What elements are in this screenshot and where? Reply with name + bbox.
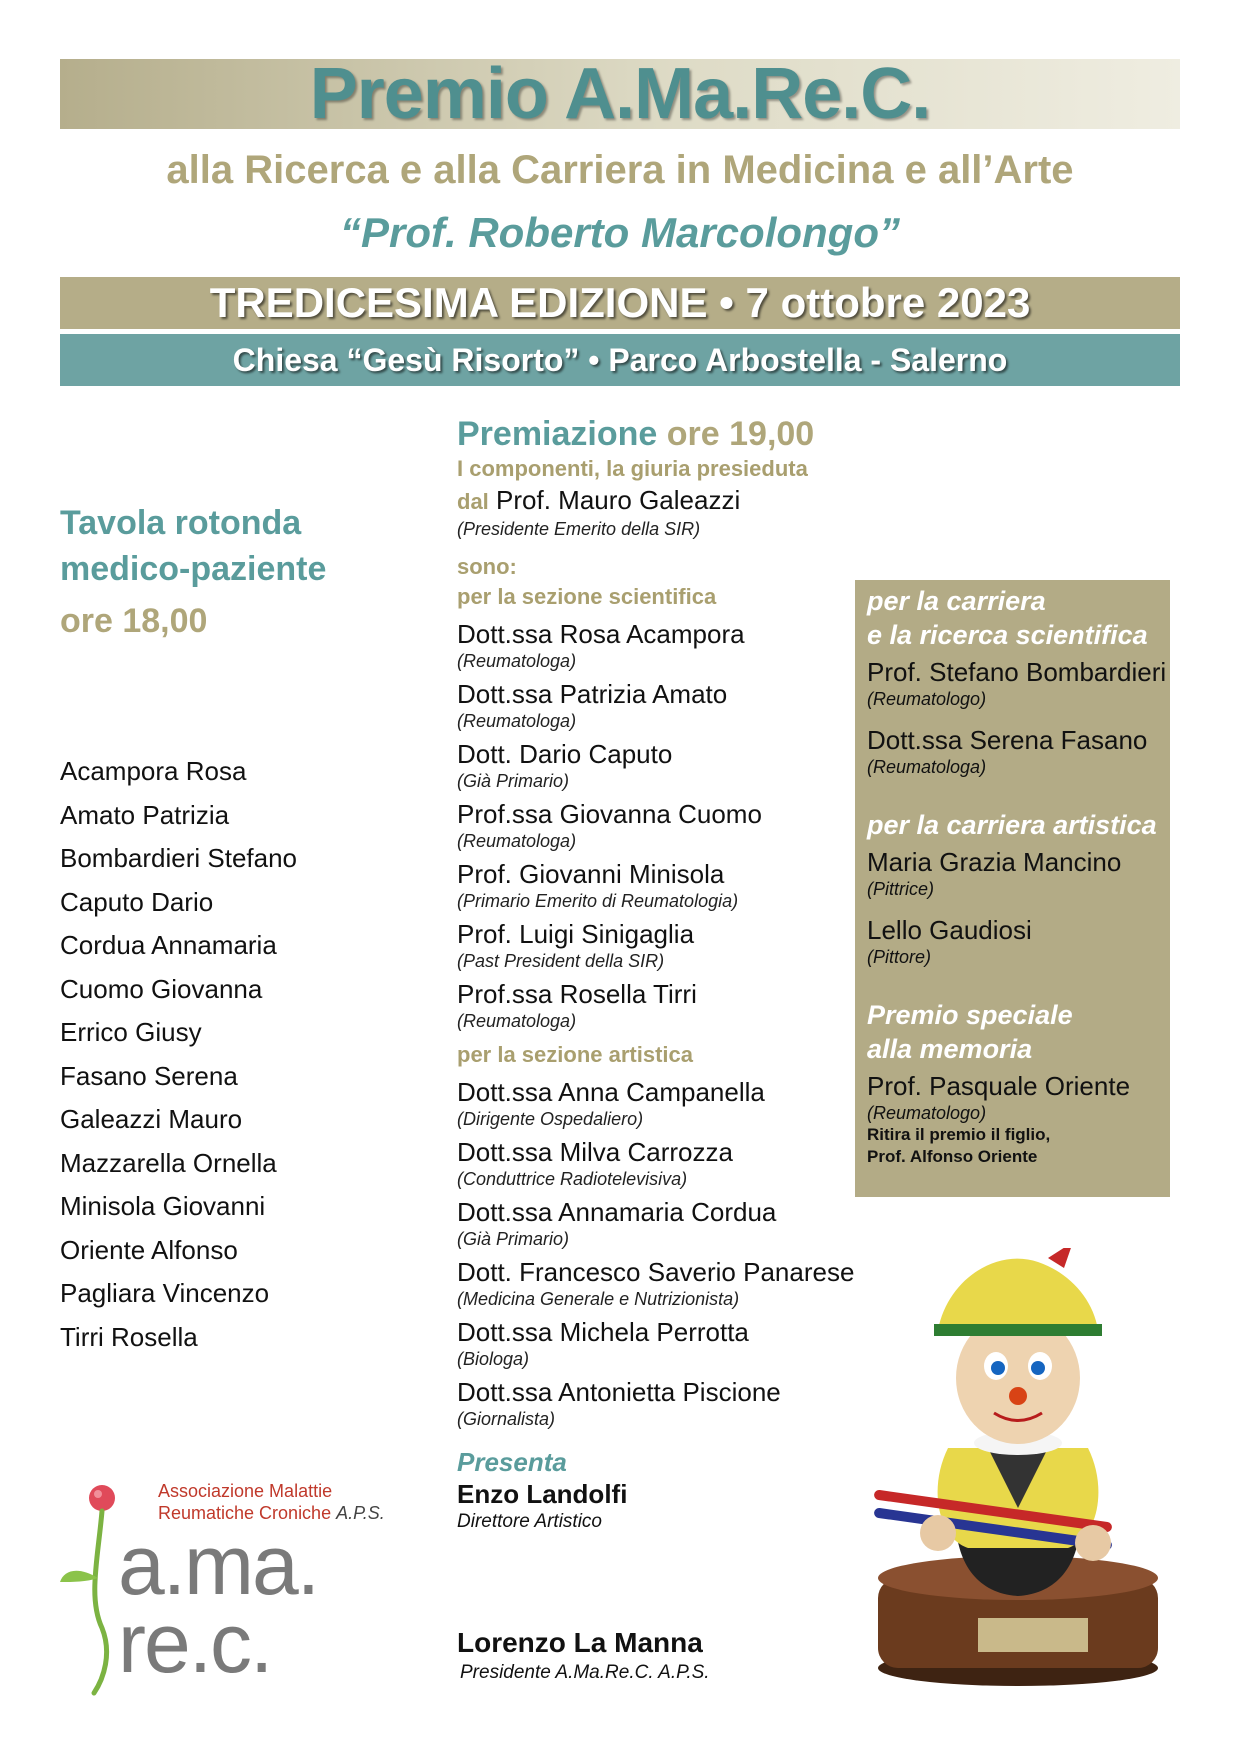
president-name: Prof. Mauro Galeazzi: [496, 485, 741, 515]
jury-member-name: Prof. Giovanni Minisola: [457, 859, 725, 889]
awardee: [867, 846, 1167, 900]
participant: Oriente Alfonso: [60, 1234, 238, 1265]
jury-member: [457, 1256, 897, 1310]
jury-member-name: Dott.ssa Anna Campanella: [457, 1077, 765, 1107]
career-research-title-2: e la ricerca scientifica: [867, 620, 1148, 650]
jury-member-role: (Reumatologa): [457, 1011, 577, 1031]
jury-member-role: (Past President della SIR): [457, 951, 665, 971]
jury-member: [457, 918, 897, 972]
awardee-name: Prof. Stefano Bombardieri: [867, 657, 1167, 687]
jury-member-role: (Già Primario): [457, 771, 570, 791]
logo-assoc-suffix: A.P.S.: [336, 1503, 385, 1523]
jury-member: [457, 978, 897, 1032]
jury-member: [457, 618, 897, 672]
section-scientific-title: per la sezione scientifica: [457, 584, 717, 609]
jury-member: [457, 798, 897, 852]
jury-member-name: Prof.ssa Giovanna Cuomo: [457, 799, 762, 829]
jury-member-name: Dott. Dario Caputo: [457, 739, 673, 769]
jury-president: [457, 484, 897, 518]
dedication: “Prof. Roberto Marcolongo”: [340, 209, 900, 256]
career-research-title: per la carriera: [867, 586, 1046, 616]
special-note: Ritira il premio il figlio,: [867, 1125, 1051, 1144]
awardee-role: (Reumatologa): [867, 757, 987, 777]
participant: Tirri Rosella: [60, 1321, 198, 1352]
awardee-role: (Pittrice): [867, 879, 934, 899]
jury-member-role: (Dirigente Ospedaliero): [457, 1109, 644, 1129]
awardee-name: Maria Grazia Mancino: [867, 847, 1122, 877]
jury-member: [457, 1316, 897, 1370]
jury-member-role: (Reumatologa): [457, 651, 577, 671]
awardee-name: Lello Gaudiosi: [867, 915, 1032, 945]
participant: Pagliara Vincenzo: [60, 1278, 270, 1308]
award-ceremony-time: ore 19,00: [666, 415, 815, 453]
jury-member-name: Prof.ssa Rosella Tirri: [457, 979, 697, 1009]
presenter-label: Presenta: [457, 1447, 567, 1477]
jury-member-name: Dott.ssa Rosa Acampora: [457, 619, 745, 649]
section-artistic-title: per la sezione artistica: [457, 1042, 693, 1067]
jury-intro: I componenti, la giuria presieduta: [457, 456, 808, 481]
awardee: [867, 914, 1167, 968]
presenter-role: Direttore Artistico: [457, 1511, 602, 1532]
logo-brand-text: [118, 1518, 319, 1690]
jury-member-role: (Reumatologa): [457, 831, 577, 851]
participant: Mazzarella Ornella: [60, 1147, 277, 1178]
participant: Amato Patrizia: [60, 799, 230, 830]
jury-member-name: Dott.ssa Patrizia Amato: [457, 679, 728, 709]
jury-member-name: Dott.ssa Annamaria Cordua: [457, 1197, 777, 1227]
edition-text: TREDICESIMA EDIZIONE • 7 ottobre 2023: [209, 279, 1031, 326]
awardee-role: (Reumatologo): [867, 689, 987, 709]
logo-assoc-line2: Reumatiche Croniche A.P.S.: [158, 1503, 385, 1523]
special-award-title-2: alla memoria: [867, 1034, 1033, 1064]
jury-member: [457, 1376, 897, 1430]
jury-member: [457, 1076, 897, 1130]
jury-member: [457, 1196, 897, 1250]
participant: Caputo Dario: [60, 886, 214, 917]
jury-member-role: (Biologa): [457, 1349, 530, 1369]
jury-member: [457, 678, 897, 732]
participant: Galeazzi Mauro: [60, 1104, 243, 1134]
special-award-title: Premio speciale: [867, 1000, 1073, 1030]
participant: Acampora Rosa: [60, 756, 247, 786]
participant: Minisola Giovanni: [60, 1191, 266, 1221]
participant: Cordua Annamaria: [60, 930, 277, 960]
awardee-role: (Pittore): [867, 947, 932, 967]
jury-member: [457, 738, 897, 792]
awardee-name: Prof. Pasquale Oriente: [867, 1071, 1131, 1101]
awardee-name: Dott.ssa Serena Fasano: [867, 725, 1148, 755]
award-ceremony-title: Premiazione: [457, 415, 658, 453]
jury-member: [457, 858, 897, 912]
jury-member-name: Dott. Francesco Saverio Panarese: [457, 1257, 855, 1287]
participant: Bombardieri Stefano: [60, 843, 298, 873]
jury-member-name: Prof. Luigi Sinigaglia: [457, 919, 695, 949]
jury-member-role: (Medicina Generale e Nutrizionista): [457, 1289, 740, 1309]
jury-member-role: (Già Primario): [457, 1229, 570, 1249]
jury-column: [457, 414, 897, 1534]
president-role: (Presidente Emerito della SIR): [457, 519, 701, 539]
sono-label: sono:: [457, 554, 517, 579]
pinocchio-trophy-image: [868, 1248, 1168, 1688]
award-ceremony-heading: [457, 414, 897, 454]
flower-icon: [89, 1485, 115, 1511]
venue-text: Chiesa “Gesù Risorto” • Parco Arbostella - Salerno: [232, 342, 1008, 378]
career-art-title: per la carriera artistica: [867, 810, 1157, 840]
association-president-name: Lorenzo La Manna: [457, 1627, 703, 1658]
awardee: [867, 1070, 1167, 1168]
participant: Fasano Serena: [60, 1060, 238, 1091]
logo-brand-line1: a.ma.: [118, 1518, 319, 1612]
logo-assoc-line1: Associazione Malattie: [158, 1481, 333, 1501]
jury-member-role: (Conduttrice Radiotelevisiva): [457, 1169, 688, 1189]
round-table-title: Tavola rotonda medico-paziente: [60, 504, 327, 588]
page-title: Premio A.Ma.Re.C.: [309, 54, 931, 134]
awardee: [867, 656, 1167, 710]
page-subtitle: alla Ricerca e alla Carriera in Medicina e all’Arte: [166, 148, 1074, 192]
participant: Errico Giusy: [60, 1017, 202, 1047]
awards-list: [867, 584, 1167, 1168]
awardee: [867, 724, 1167, 778]
leaf-icon: [60, 1571, 98, 1582]
stem-icon: [94, 1511, 107, 1693]
jury-member-role: (Reumatologa): [457, 711, 577, 731]
participants-list: [60, 750, 390, 1359]
dal-label: dal: [457, 489, 489, 514]
jury-member-name: Dott.ssa Antonietta Piscione: [457, 1377, 781, 1407]
presenter-name: Enzo Landolfi: [457, 1479, 628, 1509]
participant: Cuomo Giovanna: [60, 973, 263, 1004]
round-table-time: ore 18,00: [60, 602, 208, 640]
plaque-icon: [978, 1618, 1088, 1652]
awardee-role: (Reumatologo): [867, 1103, 987, 1123]
jury-member-name: Dott.ssa Michela Perrotta: [457, 1317, 749, 1347]
jury-member: [457, 1136, 897, 1190]
jury-member-name: Dott.ssa Milva Carrozza: [457, 1137, 733, 1167]
special-note-2: Prof. Alfonso Oriente: [867, 1147, 1038, 1166]
jury-member-role: (Giornalista): [457, 1409, 556, 1429]
jury-member-role: (Primario Emerito di Reumatologia): [457, 891, 739, 911]
logo-brand-line2: re.c.: [118, 1596, 272, 1690]
association-president-role: Presidente A.Ma.Re.C. A.P.S.: [460, 1662, 710, 1683]
